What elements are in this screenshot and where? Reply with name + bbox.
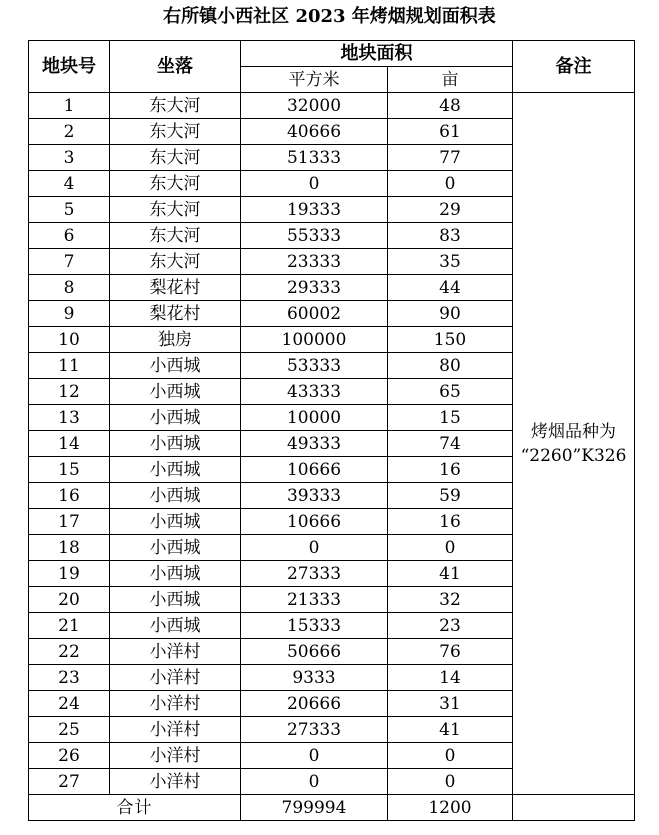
cell-mu: 90 xyxy=(388,301,513,327)
cell-location: 小西城 xyxy=(110,587,241,613)
total-mu: 1200 xyxy=(388,795,513,821)
cell-plot-no: 4 xyxy=(29,171,110,197)
cell-plot-no: 24 xyxy=(29,691,110,717)
cell-plot-no: 25 xyxy=(29,717,110,743)
cell-location: 东大河 xyxy=(110,197,241,223)
cell-mu: 59 xyxy=(388,483,513,509)
cell-sqm: 19333 xyxy=(241,197,388,223)
cell-location: 东大河 xyxy=(110,249,241,275)
cell-plot-no: 18 xyxy=(29,535,110,561)
cell-plot-no: 6 xyxy=(29,223,110,249)
cell-location: 小西城 xyxy=(110,457,241,483)
cell-sqm: 43333 xyxy=(241,379,388,405)
cell-plot-no: 22 xyxy=(29,639,110,665)
cell-mu: 41 xyxy=(388,717,513,743)
header-remark: 备注 xyxy=(513,41,635,93)
cell-sqm: 10000 xyxy=(241,405,388,431)
cell-sqm: 60002 xyxy=(241,301,388,327)
total-remark-empty xyxy=(513,795,635,821)
cell-location: 小洋村 xyxy=(110,769,241,795)
cell-sqm: 0 xyxy=(241,769,388,795)
cell-sqm: 29333 xyxy=(241,275,388,301)
cell-plot-no: 21 xyxy=(29,613,110,639)
cell-location: 东大河 xyxy=(110,171,241,197)
cell-sqm: 32000 xyxy=(241,93,388,119)
cell-location: 小西城 xyxy=(110,613,241,639)
cell-location: 小西城 xyxy=(110,535,241,561)
cell-location: 小洋村 xyxy=(110,717,241,743)
cell-sqm: 15333 xyxy=(241,613,388,639)
remark-cell xyxy=(513,93,635,795)
cell-mu: 23 xyxy=(388,613,513,639)
cell-plot-no: 2 xyxy=(29,119,110,145)
cell-sqm: 10666 xyxy=(241,457,388,483)
cell-plot-no: 23 xyxy=(29,665,110,691)
cell-plot-no: 19 xyxy=(29,561,110,587)
cell-plot-no: 1 xyxy=(29,93,110,119)
cell-sqm: 100000 xyxy=(241,327,388,353)
cell-plot-no: 11 xyxy=(29,353,110,379)
cell-location: 梨花村 xyxy=(110,275,241,301)
cell-sqm: 23333 xyxy=(241,249,388,275)
cell-mu: 35 xyxy=(388,249,513,275)
cell-sqm: 27333 xyxy=(241,561,388,587)
cell-mu: 16 xyxy=(388,457,513,483)
cell-plot-no: 10 xyxy=(29,327,110,353)
cell-location: 东大河 xyxy=(110,119,241,145)
table-row xyxy=(29,93,635,119)
cell-mu: 65 xyxy=(388,379,513,405)
cell-location: 小西城 xyxy=(110,405,241,431)
cell-sqm: 49333 xyxy=(241,431,388,457)
cell-mu: 83 xyxy=(388,223,513,249)
cell-plot-no: 17 xyxy=(29,509,110,535)
cell-plot-no: 27 xyxy=(29,769,110,795)
cell-plot-no: 20 xyxy=(29,587,110,613)
cell-mu: 31 xyxy=(388,691,513,717)
cell-sqm: 21333 xyxy=(241,587,388,613)
total-sqm: 799994 xyxy=(241,795,388,821)
cell-sqm: 27333 xyxy=(241,717,388,743)
cell-sqm: 9333 xyxy=(241,665,388,691)
cell-mu: 14 xyxy=(388,665,513,691)
cell-location: 小洋村 xyxy=(110,691,241,717)
cell-sqm: 39333 xyxy=(241,483,388,509)
cell-mu: 0 xyxy=(388,743,513,769)
cell-mu: 32 xyxy=(388,587,513,613)
cell-location: 小西城 xyxy=(110,431,241,457)
cell-location: 东大河 xyxy=(110,145,241,171)
cell-location: 东大河 xyxy=(110,93,241,119)
header-mu: 亩 xyxy=(388,67,513,93)
cell-location: 小西城 xyxy=(110,509,241,535)
cell-sqm: 20666 xyxy=(241,691,388,717)
header-area: 地块面积 xyxy=(241,41,513,67)
cell-sqm: 40666 xyxy=(241,119,388,145)
cell-location: 小西城 xyxy=(110,353,241,379)
cell-plot-no: 5 xyxy=(29,197,110,223)
cell-sqm: 50666 xyxy=(241,639,388,665)
cell-sqm: 55333 xyxy=(241,223,388,249)
cell-plot-no: 14 xyxy=(29,431,110,457)
cell-plot-no: 3 xyxy=(29,145,110,171)
cell-mu: 48 xyxy=(388,93,513,119)
cell-mu: 41 xyxy=(388,561,513,587)
total-row xyxy=(29,795,635,821)
header-location: 坐落 xyxy=(110,41,241,93)
cell-mu: 150 xyxy=(388,327,513,353)
cell-plot-no: 26 xyxy=(29,743,110,769)
cell-plot-no: 9 xyxy=(29,301,110,327)
cell-location: 小洋村 xyxy=(110,743,241,769)
table-title: 右所镇小西社区 2023 年烤烟规划面积表 xyxy=(163,6,496,27)
cell-sqm: 53333 xyxy=(241,353,388,379)
cell-plot-no: 12 xyxy=(29,379,110,405)
remark-line-2: “2260”K326 xyxy=(520,445,627,466)
cell-location: 小西城 xyxy=(110,561,241,587)
header-plot-no: 地块号 xyxy=(29,41,110,93)
cell-location: 东大河 xyxy=(110,223,241,249)
cell-sqm: 51333 xyxy=(241,145,388,171)
cell-sqm: 10666 xyxy=(241,509,388,535)
cell-location: 小洋村 xyxy=(110,639,241,665)
remark-line-1: 烤烟品种为 xyxy=(531,421,616,442)
header-sqm: 平方米 xyxy=(241,67,388,93)
cell-plot-no: 7 xyxy=(29,249,110,275)
cell-sqm: 0 xyxy=(241,535,388,561)
cell-location: 梨花村 xyxy=(110,301,241,327)
cell-mu: 15 xyxy=(388,405,513,431)
cell-mu: 61 xyxy=(388,119,513,145)
cell-plot-no: 15 xyxy=(29,457,110,483)
cell-mu: 77 xyxy=(388,145,513,171)
cell-mu: 0 xyxy=(388,535,513,561)
cell-plot-no: 16 xyxy=(29,483,110,509)
cell-sqm: 0 xyxy=(241,171,388,197)
total-label: 合计 xyxy=(29,795,241,821)
cell-plot-no: 8 xyxy=(29,275,110,301)
cell-mu: 29 xyxy=(388,197,513,223)
cell-mu: 74 xyxy=(388,431,513,457)
cell-mu: 80 xyxy=(388,353,513,379)
cell-location: 独房 xyxy=(110,327,241,353)
cell-mu: 0 xyxy=(388,171,513,197)
cell-mu: 16 xyxy=(388,509,513,535)
cell-mu: 76 xyxy=(388,639,513,665)
cell-mu: 0 xyxy=(388,769,513,795)
cell-location: 小西城 xyxy=(110,483,241,509)
cell-location: 小西城 xyxy=(110,379,241,405)
cell-sqm: 0 xyxy=(241,743,388,769)
cell-mu: 44 xyxy=(388,275,513,301)
cell-plot-no: 13 xyxy=(29,405,110,431)
cell-location: 小洋村 xyxy=(110,665,241,691)
area-table xyxy=(28,40,635,821)
